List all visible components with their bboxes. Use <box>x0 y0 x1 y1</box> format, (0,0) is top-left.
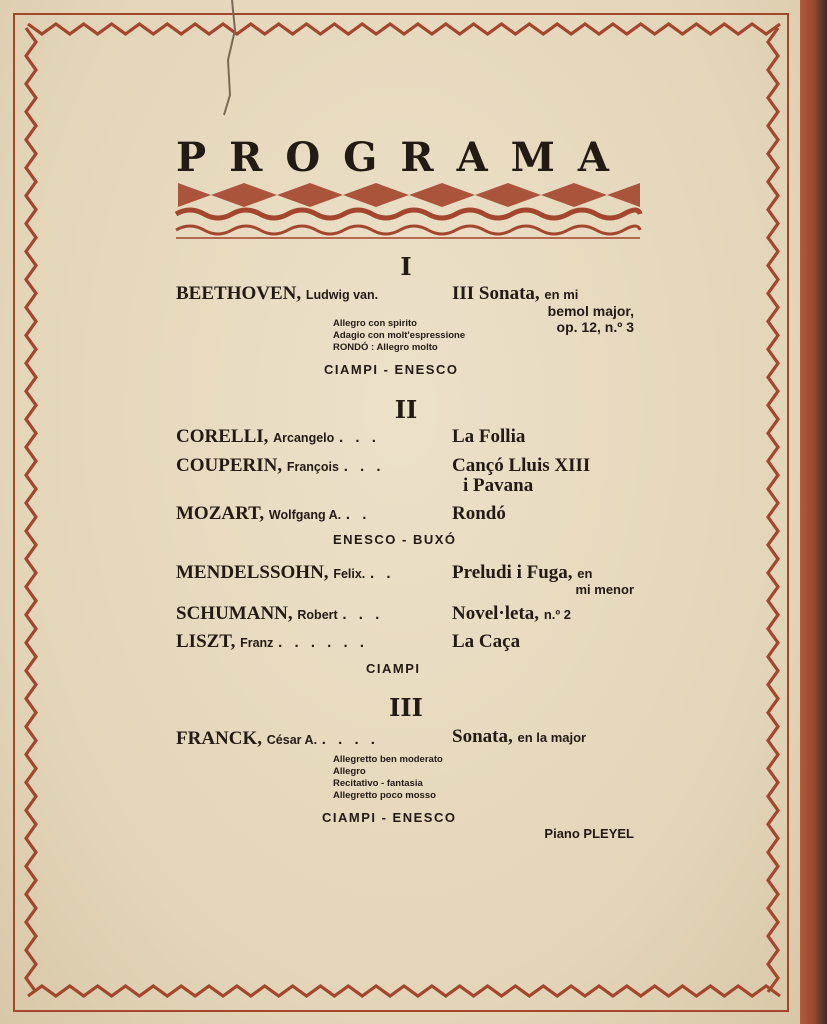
work-note: en <box>577 566 593 581</box>
composer-name: BEETHOVEN, <box>176 283 302 304</box>
work-note: en la major <box>517 730 587 745</box>
work-title: Preludi i Fuga, <box>452 562 573 583</box>
work-opus: op. 12, n.º 3 <box>556 319 634 335</box>
section-numeral-1: I <box>400 252 412 281</box>
work-title: Sonata, <box>452 726 513 747</box>
performers-enesco-buxo: ENESCO - BUXÓ <box>333 532 457 547</box>
work-couperin: Cançó Lluis XIII <box>452 455 591 476</box>
composer-first-name: César A. <box>266 733 318 747</box>
work-schumann <box>452 603 571 625</box>
composer-beethoven <box>176 283 378 305</box>
leader-dots: . . . <box>343 458 385 475</box>
work-continuation: bemol major, <box>547 303 634 319</box>
work-mendelssohn <box>452 562 592 584</box>
composer-mozart <box>176 503 370 525</box>
composer-name: SCHUMANN, <box>176 603 293 624</box>
leader-dots: . . . <box>342 606 384 623</box>
page-edge <box>800 0 827 1024</box>
movement-2: Adagio con molt'espressione <box>333 330 466 341</box>
leader-dots: . . . . <box>321 731 379 748</box>
composer-first-name: Robert <box>297 608 338 622</box>
composer-first-name: Franz <box>240 636 274 650</box>
work-mendelssohn-cont: mi menor <box>575 582 634 597</box>
movement-1: Allegro con spirito <box>333 318 417 329</box>
composer-first-name: François <box>286 460 339 474</box>
movement-3: Recitativo - fantasia <box>333 778 423 789</box>
movement-1: Allegretto ben moderato <box>333 754 443 765</box>
work-franck <box>452 726 586 748</box>
composer-name: FRANCK, <box>176 728 263 749</box>
work-beethoven <box>452 283 578 305</box>
leader-dots: . . <box>370 565 395 582</box>
composer-franck <box>176 728 379 750</box>
composer-mendelssohn <box>176 562 395 584</box>
movement-2: Allegro <box>333 766 366 777</box>
composer-couperin <box>176 455 385 477</box>
composer-first-name: Felix. <box>333 567 366 581</box>
composer-schumann <box>176 603 383 625</box>
work-note: n.º 2 <box>543 607 571 622</box>
piano-credit: Piano PLEYEL <box>544 826 634 841</box>
movement-3: RONDÓ : Allegro molto <box>333 342 438 353</box>
work-title: III Sonata, <box>452 283 540 304</box>
performers-3: CIAMPI - ENESCO <box>322 810 457 825</box>
composer-name: MENDELSSOHN, <box>176 562 329 583</box>
work-note: en mi <box>544 287 579 302</box>
work-corelli: La Follia <box>452 426 526 447</box>
section-numeral-3: III <box>389 693 423 722</box>
composer-name: COUPERIN, <box>176 455 283 476</box>
work-couperin-cont: i Pavana <box>463 475 534 496</box>
composer-liszt <box>176 631 368 653</box>
composer-corelli <box>176 426 380 448</box>
composer-first-name: Wolfgang A. <box>268 508 342 522</box>
movement-4: Allegretto poco mosso <box>333 790 436 801</box>
composer-first-name: Ludwig van. <box>305 288 379 302</box>
performers-1: CIAMPI - ENESCO <box>324 362 459 377</box>
work-liszt: La Caça <box>452 631 521 652</box>
leader-dots: . . . <box>339 429 380 446</box>
section-numeral-2: II <box>394 395 418 424</box>
work-title: Novel·leta, <box>452 603 540 624</box>
paper-crease <box>224 0 235 115</box>
composer-name: MOZART, <box>176 503 265 524</box>
leader-dots: . . <box>345 506 371 523</box>
title-ornament-icon <box>176 183 640 238</box>
performers-2: CIAMPI <box>366 661 421 676</box>
page-title: PROGRAMA <box>176 134 632 181</box>
work-mozart: Rondó <box>452 503 506 524</box>
composer-name: CORELLI, <box>176 426 269 447</box>
leader-dots: . . . . . . <box>278 634 369 651</box>
composer-first-name: Arcangelo <box>273 431 335 445</box>
composer-name: LISZT, <box>176 631 236 652</box>
